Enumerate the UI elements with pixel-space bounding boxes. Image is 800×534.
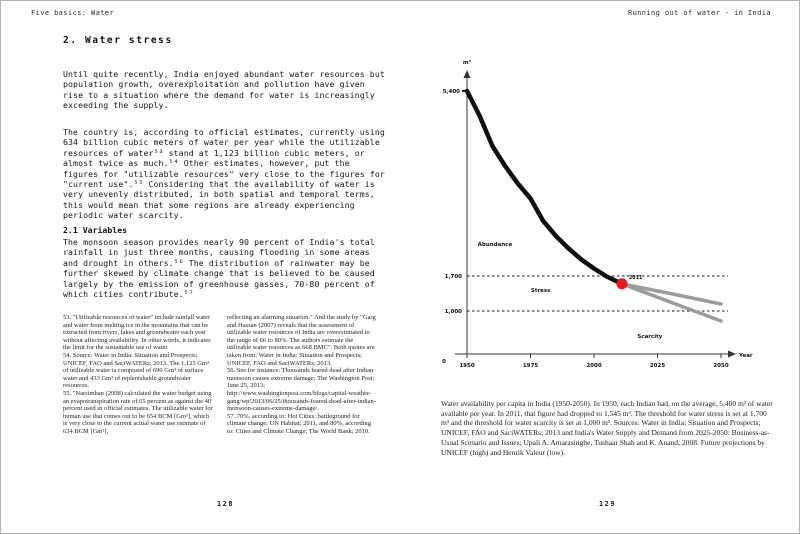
- x-tick-label: 2050: [713, 363, 729, 369]
- body-paragraph: The monsoon season provides nearly 90 percent of India's total rainfall in just three months, causing flooding in some areas and drought in others.⁵⁶ The distribution of rainwater may be further skewed by climate change that is believed to be caused largely by the emission of greenhouse gasses, 70-80 percent of which cities contribute.⁵⁷: [63, 237, 375, 300]
- origin-label: 0: [442, 359, 446, 365]
- footnote-53: 53. "Utilizable resources of water" include rainfall water and water from melting ice in the mountains that can be extracted from rivers, lakes and groundwater each year without affecting availability. In other words, it indicates the limit for the sustainable use of water.: [63, 314, 211, 352]
- threshold-label-1,700: 1,700: [444, 274, 462, 280]
- left-page-number: 128: [216, 500, 235, 508]
- zone-label-stress: Stress: [530, 288, 551, 294]
- x-tick-label: 1975: [522, 363, 539, 369]
- data-point-marker: [616, 278, 627, 289]
- body-paragraph: Until quite recently, India enjoyed abundant water resources but population growth, overexploitation and pollution have given rise to a situation where the demand for water is increasingly exceeding the supply.: [63, 69, 385, 111]
- footnote-57: 57. 70%, according to: Hot Cities: battleground for climate change; UN Habitat; 2011, and 80%, according to: Cities and Climate Change; The World Bank; 2010.: [227, 412, 371, 435]
- y-axis-arrow: [464, 70, 471, 78]
- right-running-header: Running out of water - in India: [627, 9, 771, 17]
- section-heading: 2. Water stress: [63, 35, 173, 46]
- footnotes-column-right: [227, 314, 379, 436]
- chart-caption: Water availability per capita in India (1950-2050). In 1950, each Indian had, on the average, 5,400 m³ of water available per year. In 2011, that figure had dropped to 1,545 m³. The threshold for water stress is set at 1,700 m³ and the threshold for water scarcity is set at 1,000 m³. Sources: Water in India: Situation and Prospects; UNICEF, FAO and SaciWATERs; 2013 and India's Water Supply and Demand from 2025-2050: Business-as-Usual Scenario and Issues; Upali A. Amarasinghe, Tushaar Shah and K. Anand; 2008. Future projections by UNICEF (high) and Henrik Valeur (low).: [441, 399, 773, 457]
- left-running-header: Five basics: Water: [31, 9, 115, 17]
- x-tick-label: 2000: [586, 363, 602, 369]
- y-start-tick-label: 5,400: [442, 89, 460, 95]
- footnote-55: 55. "Narsimhan (2008) calculated the water budget using an evapotranspiration rate of 65 percent as against the 40 percent used in official estimates. The utilizable water for human use that comes out to be 654 BCM [Gm³], which is very close to the current actual water use estimate of 634 BCM [Gm³],: [63, 389, 213, 435]
- footnotes-column-left: [63, 314, 215, 436]
- x-tick-label: 1950: [459, 363, 475, 369]
- x-axis-arrow: [728, 351, 736, 358]
- threshold-label-1,000: 1,000: [444, 309, 462, 315]
- x-axis-label: Year: [739, 353, 753, 359]
- data-point-label: 2011: [628, 275, 643, 281]
- zone-label-scarcity: Scarcity: [637, 334, 663, 340]
- y-axis-unit-label: m³: [462, 60, 472, 66]
- sub-heading: 2.1 Variables: [63, 225, 128, 235]
- footnote-54: 54. Source: Water in India: Situation and Prospects; UNICEF, FAO and SaciWATERs; 2013. The 1,123 Gm³ of utilizable water is composed of 690 Gm³ of surface water and 433 Gm³ of replenishable groundwater resources.: [63, 351, 209, 390]
- footnote-56: 56. See for instance: Thousands feared dead after Indian monsoon causes extreme damage; The Washington Post; June 25, 2013; http://www.washingtonpost.com/blogs/capital-weather-gang/wp/2013/06/25/thousands-feared-dead-after-indian-monsoon-causes-extreme-damage/.: [227, 367, 376, 413]
- series-historical: [467, 91, 622, 284]
- right-page-number: 129: [598, 500, 617, 508]
- x-tick-label: 2025: [649, 363, 666, 369]
- footnotes: [63, 314, 388, 436]
- footnote-55-continued: reflecting an alarming situation." And the study by "Garg and Hassan (2007) reveals that the assessment of utilizable water resources of India are overestimated to the range of 66 to 80%. The authors estimate the utilizable water resources as 668 BMC". Both quotes are taken from: Water in India: Situation and Prospects; UNICEF, FAO and SaciWATERs; 2013.: [227, 314, 376, 367]
- zone-label-abundance: Abundance: [477, 242, 513, 248]
- chart-canvas: [431, 49, 766, 394]
- body-paragraph: The country is, according to official estimates, currently using 634 billion cubic meters of water per year while the utilizable resources of water⁵³ stand at 1,123 billion cubic meters, or almost twice as much.⁵⁴ Other estimates, however, put the figures for "utilizable resources" very close to the figures for "current use".⁵⁵ Considering that the availability of water is very unevenly distributed, in both spatial and temporal terms, this would mean that some regions are already experiencing periodic water scarcity.: [63, 127, 385, 221]
- water-availability-chart: [431, 49, 766, 394]
